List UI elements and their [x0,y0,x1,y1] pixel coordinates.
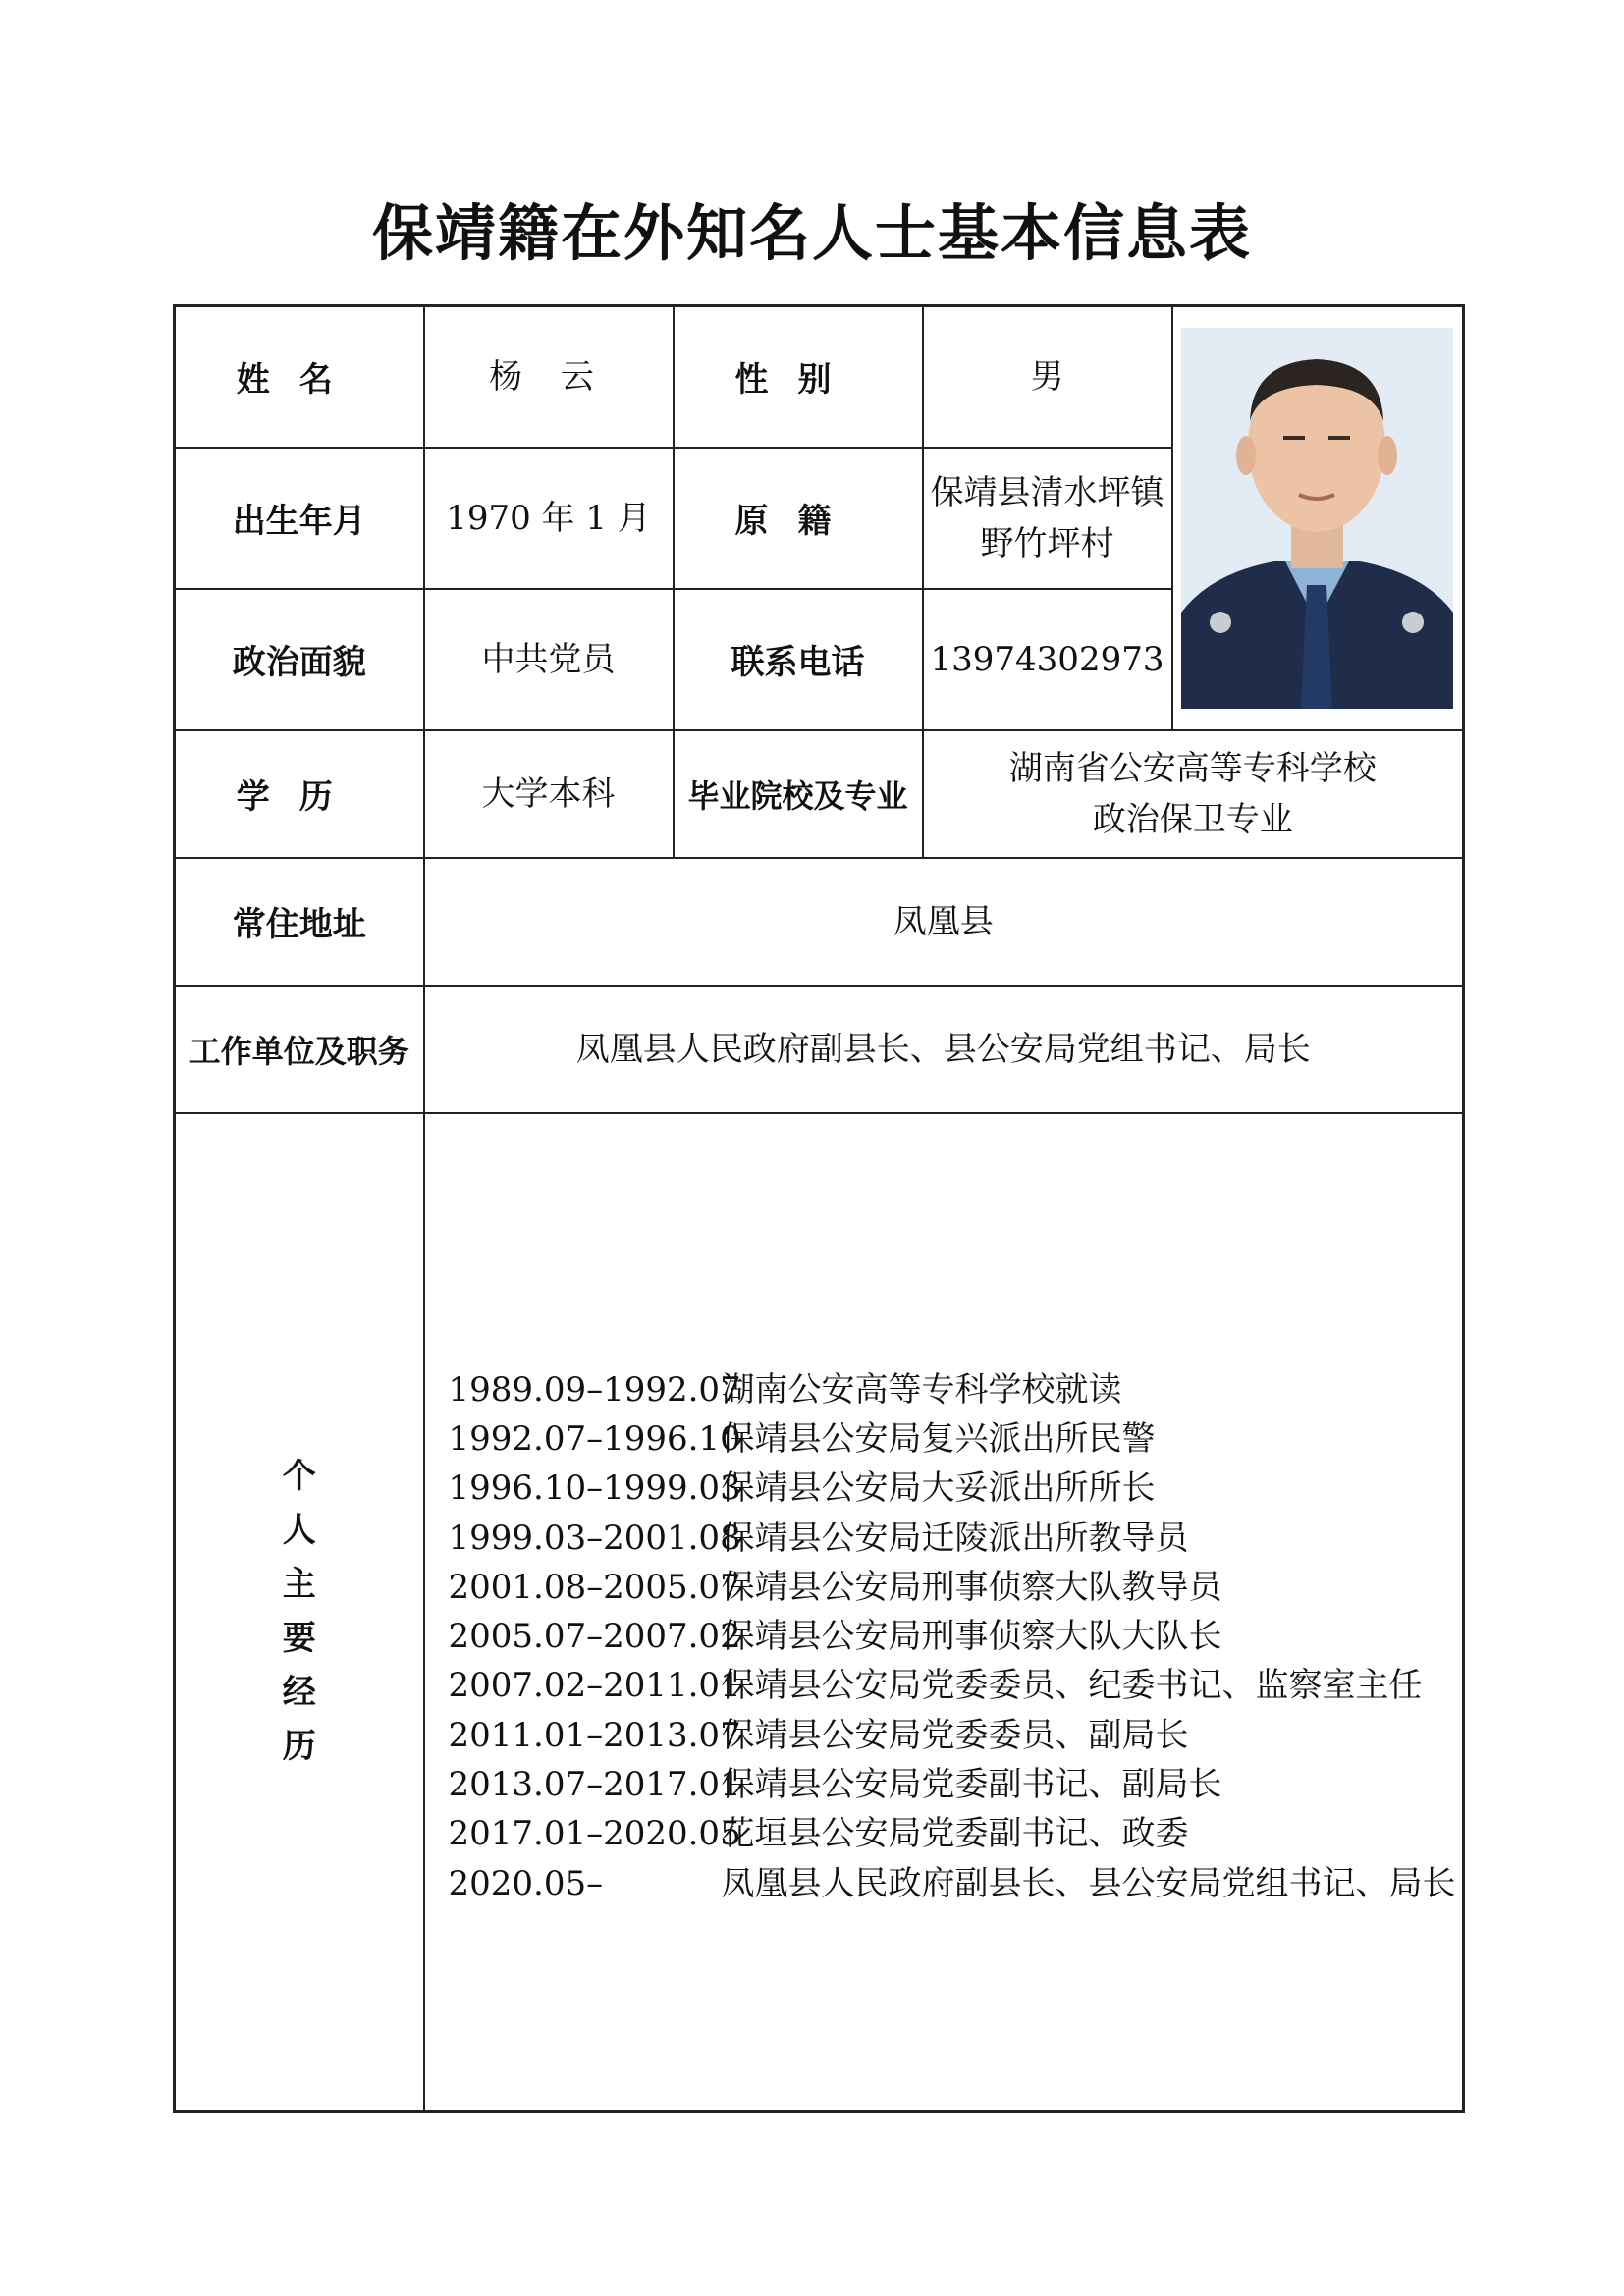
experience-desc: 凤凰县人民政府副县长、县公安局党组书记、局长 [721,1863,1456,1903]
political-status-label: 政治面貌 [175,589,424,730]
gender-label: 性别 [674,306,923,448]
photo-cell [1172,306,1464,730]
address-value: 凤凰县 [424,858,1464,986]
experience-period: 2007.02–2011.01 [448,1666,741,1706]
experience-desc: 花垣县公安局党委副书记、政委 [721,1814,1189,1854]
experience-period: 1992.07–1996.10 [448,1418,741,1459]
experience-item [449,1661,1463,1710]
experience-period: 2001.08–2005.07 [448,1567,741,1607]
birth-value: 1970 年 1 月 [424,448,674,589]
experience-desc: 湖南公安高等专科学校就读 [721,1369,1122,1410]
experience-desc: 保靖县公安局复兴派出所民警 [721,1418,1156,1459]
experience-period: 2013.07–2017.01 [448,1764,741,1804]
address-label: 常住地址 [175,858,424,986]
portrait-icon [1181,328,1453,709]
experience-desc: 保靖县公安局刑事侦察大队大队长 [721,1617,1222,1657]
form-title: 保靖籍在外知名人士基本信息表 [371,197,1252,269]
experience-item [449,1809,1463,1858]
experience-item [449,1365,1463,1415]
phone-label: 联系电话 [674,589,923,730]
experience-desc: 保靖县公安局大妥派出所所长 [721,1468,1156,1509]
name-label: 姓名 [175,306,424,448]
school-major-label: 毕业院校及专业 [674,730,923,858]
experience-period: 2005.07–2007.02 [448,1617,741,1657]
experience-label-cell [175,1113,424,2112]
school-major-value [923,730,1464,858]
experience-period: 2011.01–2013.07 [448,1715,741,1755]
experience-period: 1989.09–1992.07 [448,1369,741,1410]
native-place-value [923,448,1172,589]
experience-period: 2020.05– [448,1863,604,1903]
experience-list [425,1316,1463,1908]
experience-desc: 保靖县公安局党委副书记、副局长 [721,1764,1222,1804]
work-value: 凤凰县人民政府副县长、县公安局党组书记、局长 [424,986,1464,1113]
experience-desc: 保靖县公安局刑事侦察大队教导员 [721,1567,1222,1607]
experience-item [449,1415,1463,1464]
school-line2: 政治保卫专业 [1092,799,1293,839]
experience-desc: 保靖县公安局党委委员、纪委书记、监察室主任 [721,1666,1423,1706]
gender-value: 男 [923,306,1172,448]
work-label: 工作单位及职务 [175,986,424,1113]
experience-item [449,1711,1463,1760]
experience-item [449,1563,1463,1612]
education-value: 大学本科 [424,730,674,858]
native-place-line1: 保靖县清水坪镇 [930,472,1164,512]
education-label: 学历 [175,730,424,858]
political-status-value: 中共党员 [424,589,674,730]
school-line1: 湖南省公安高等专科学校 [1008,748,1377,788]
experience-period: 1996.10–1999.03 [448,1468,741,1509]
experience-desc: 保靖县公安局迁陵派出所教导员 [721,1518,1189,1558]
experience-item [449,1859,1463,1908]
phone-value: 13974302973 [923,589,1172,730]
experience-label: 个人主要经历 [282,1457,316,1767]
experience-desc: 保靖县公安局党委委员、副局长 [721,1715,1189,1755]
portrait-photo [1181,328,1453,709]
birth-label: 出生年月 [175,448,424,589]
name-value: 杨 云 [424,306,674,448]
experience-period: 2017.01–2020.05 [448,1814,741,1854]
native-place-label: 原籍 [674,448,923,589]
experience-item [449,1760,1463,1809]
experience-cell [424,1113,1464,2112]
experience-item [449,1464,1463,1513]
native-place-line2: 野竹坪村 [980,523,1114,563]
experience-item [449,1612,1463,1661]
info-table [173,304,1465,2113]
experience-period: 1999.03–2001.08 [448,1518,741,1558]
experience-item [449,1514,1463,1563]
